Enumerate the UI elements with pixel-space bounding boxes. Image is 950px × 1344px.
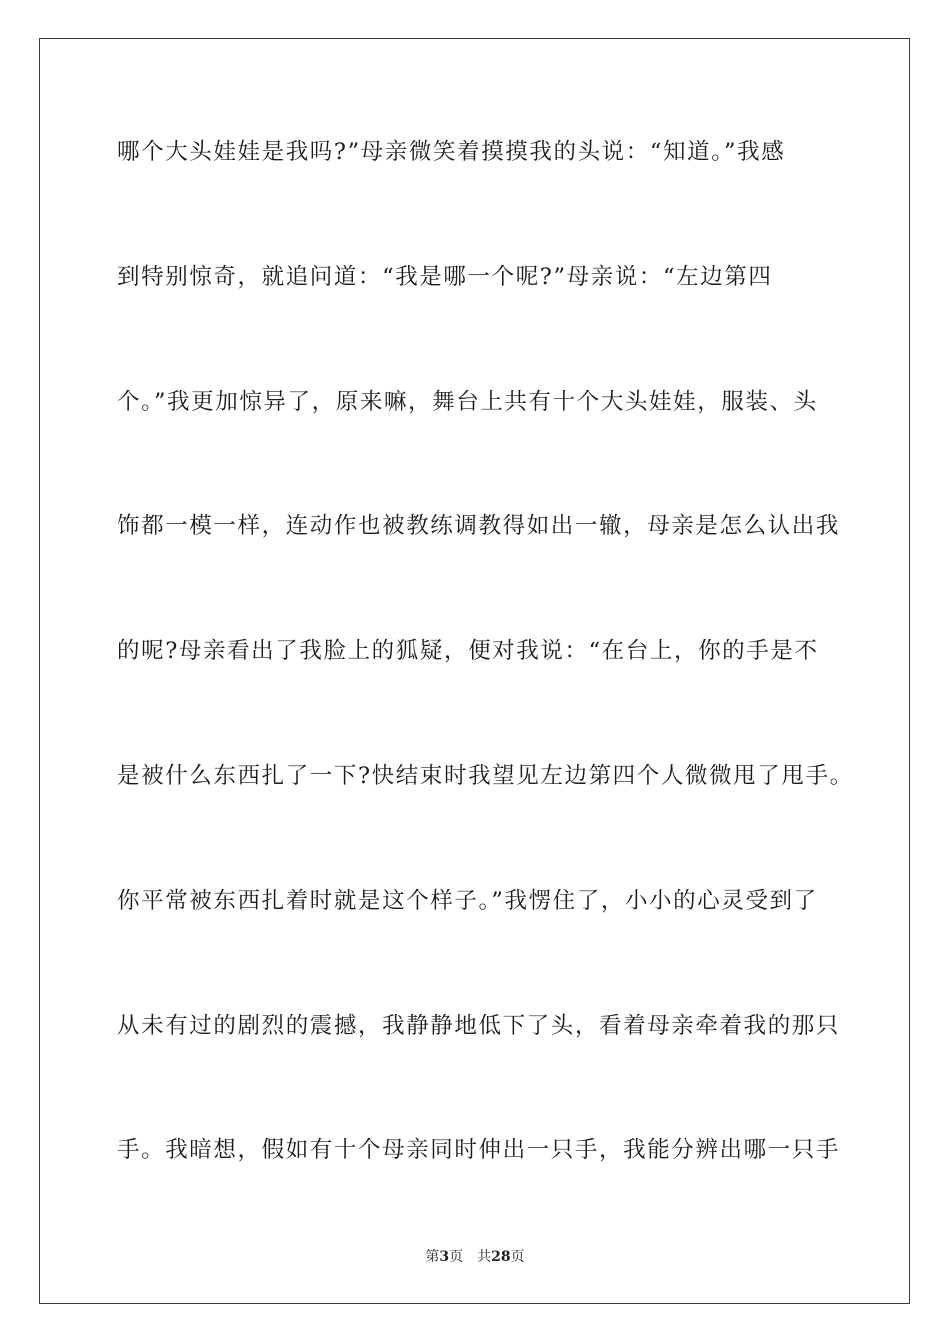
total-pages-suffix: 页: [510, 1249, 525, 1265]
text-line: 饰都一模一样，连动作也被教练调教得如出一辙，母亲是怎么认出我: [117, 513, 841, 540]
total-pages-prefix: 共: [477, 1249, 492, 1265]
text-line: 手。我暗想，假如有十个母亲同时伸出一只手，我能分辨出哪一只手: [117, 1137, 841, 1164]
body-text: [117, 126, 854, 1249]
text-line: 你平常被东西扎着时就是这个样子。”我愣住了，小小的心灵受到了: [117, 887, 818, 914]
page-number-prefix: 第: [425, 1249, 440, 1265]
page-number: 3: [439, 1249, 450, 1265]
text-line: 个。”我更加惊异了，原来嘛，舞台上共有十个大头娃娃，服装、头: [117, 388, 818, 415]
total-pages: 28: [491, 1249, 511, 1265]
page-footer: [0, 1246, 950, 1266]
text-line: 哪个大头娃娃是我吗?”母亲微笑着摸摸我的头说：“知道。”我感: [117, 139, 786, 165]
text-line: 是被什么东西扎了一下?快结束时我望见左边第四个人微微甩了甩手。: [117, 762, 854, 789]
text-line: 从未有过的剧烈的震撼，我静静地低下了头，看着母亲牵着我的那只: [117, 1012, 841, 1039]
text-line: 的呢?母亲看出了我脸上的狐疑，便对我说：“在台上，你的手是不: [117, 638, 819, 665]
text-line: 到特别惊奇，就追问道：“我是哪一个呢?”母亲说：“左边第四: [117, 263, 773, 290]
page-number-suffix: 页: [449, 1249, 464, 1265]
